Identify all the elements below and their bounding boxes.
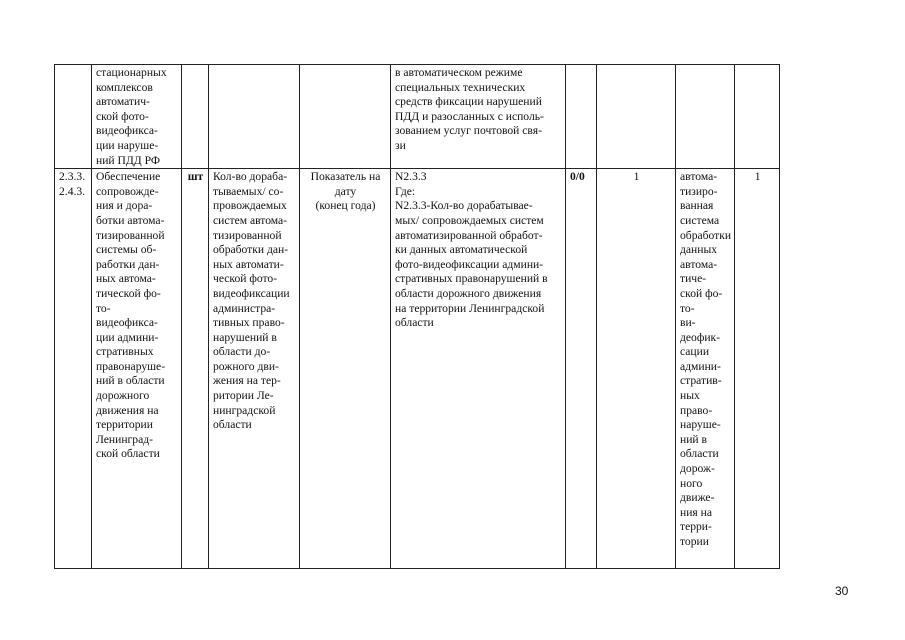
cell-value1-empty <box>597 65 676 169</box>
cell-value2-empty <box>735 65 780 169</box>
cell-name: Обеспечение сопровожде- ния и дора- ботки автома- тизированной системы об- работки дан- ных автома- тической фо- то- видеофикса- ции админи- стративных правонаруше- ний в области дорожного движения на территории Ленинград- ской области <box>92 169 182 569</box>
cell-type-empty <box>300 65 391 169</box>
indicator-table <box>54 64 780 569</box>
cell-value-2: 1 <box>735 169 780 569</box>
cell-source-empty <box>676 65 735 169</box>
table-row-continuation <box>55 65 780 169</box>
cell-name: стационарных комплексов автоматич- ской фото- видеофикса- ции наруше- ний ПДД РФ <box>92 65 182 169</box>
cell-number: 2.3.3. 2.4.3. <box>55 169 92 569</box>
cell-base: 0/0 <box>566 169 597 569</box>
cell-definition: Кол-во дораба- тываемых/ со- провождаемых систем автома- тизированной обработки дан- ных автомати- ческой фото- видеофиксации администра- тивных право- нарушений в области до- рожного дви- жения на тер- ритории Ле- нинградской области <box>209 169 300 569</box>
cell-number-empty <box>55 65 92 169</box>
cell-base-empty <box>566 65 597 169</box>
cell-indicator-type: Показатель на дату (конец года) <box>300 169 391 569</box>
cell-calc: N2.3.3 Где: N2.3.3-Кол-во дорабатывае- мых/ сопровождаемых систем автоматизированной обработ- ки данных автоматической фото-видеофиксации админи- стративных правонарушений в области дорожного движения на территории Ленинградской области <box>391 169 566 569</box>
table-row-2-3-3 <box>55 169 780 569</box>
cell-calc: в автоматическом режиме специальных технических средств фиксации нарушений ПДД и разосланных с исполь- зованием услуг почтовой свя- зи <box>391 65 566 169</box>
cell-unit-empty <box>182 65 209 169</box>
cell-definition-empty <box>209 65 300 169</box>
cell-value-1: 1 <box>597 169 676 569</box>
page-number: 30 <box>835 584 849 598</box>
cell-source: автома- тизиро- ванная система обработки данных автома- тиче- ской фо- то- ви- деофик- сации админи- стратив- ных право- наруше- ний в области дорож- ного движе- ния на терри- тории <box>676 169 735 569</box>
cell-unit: шт <box>182 169 209 569</box>
